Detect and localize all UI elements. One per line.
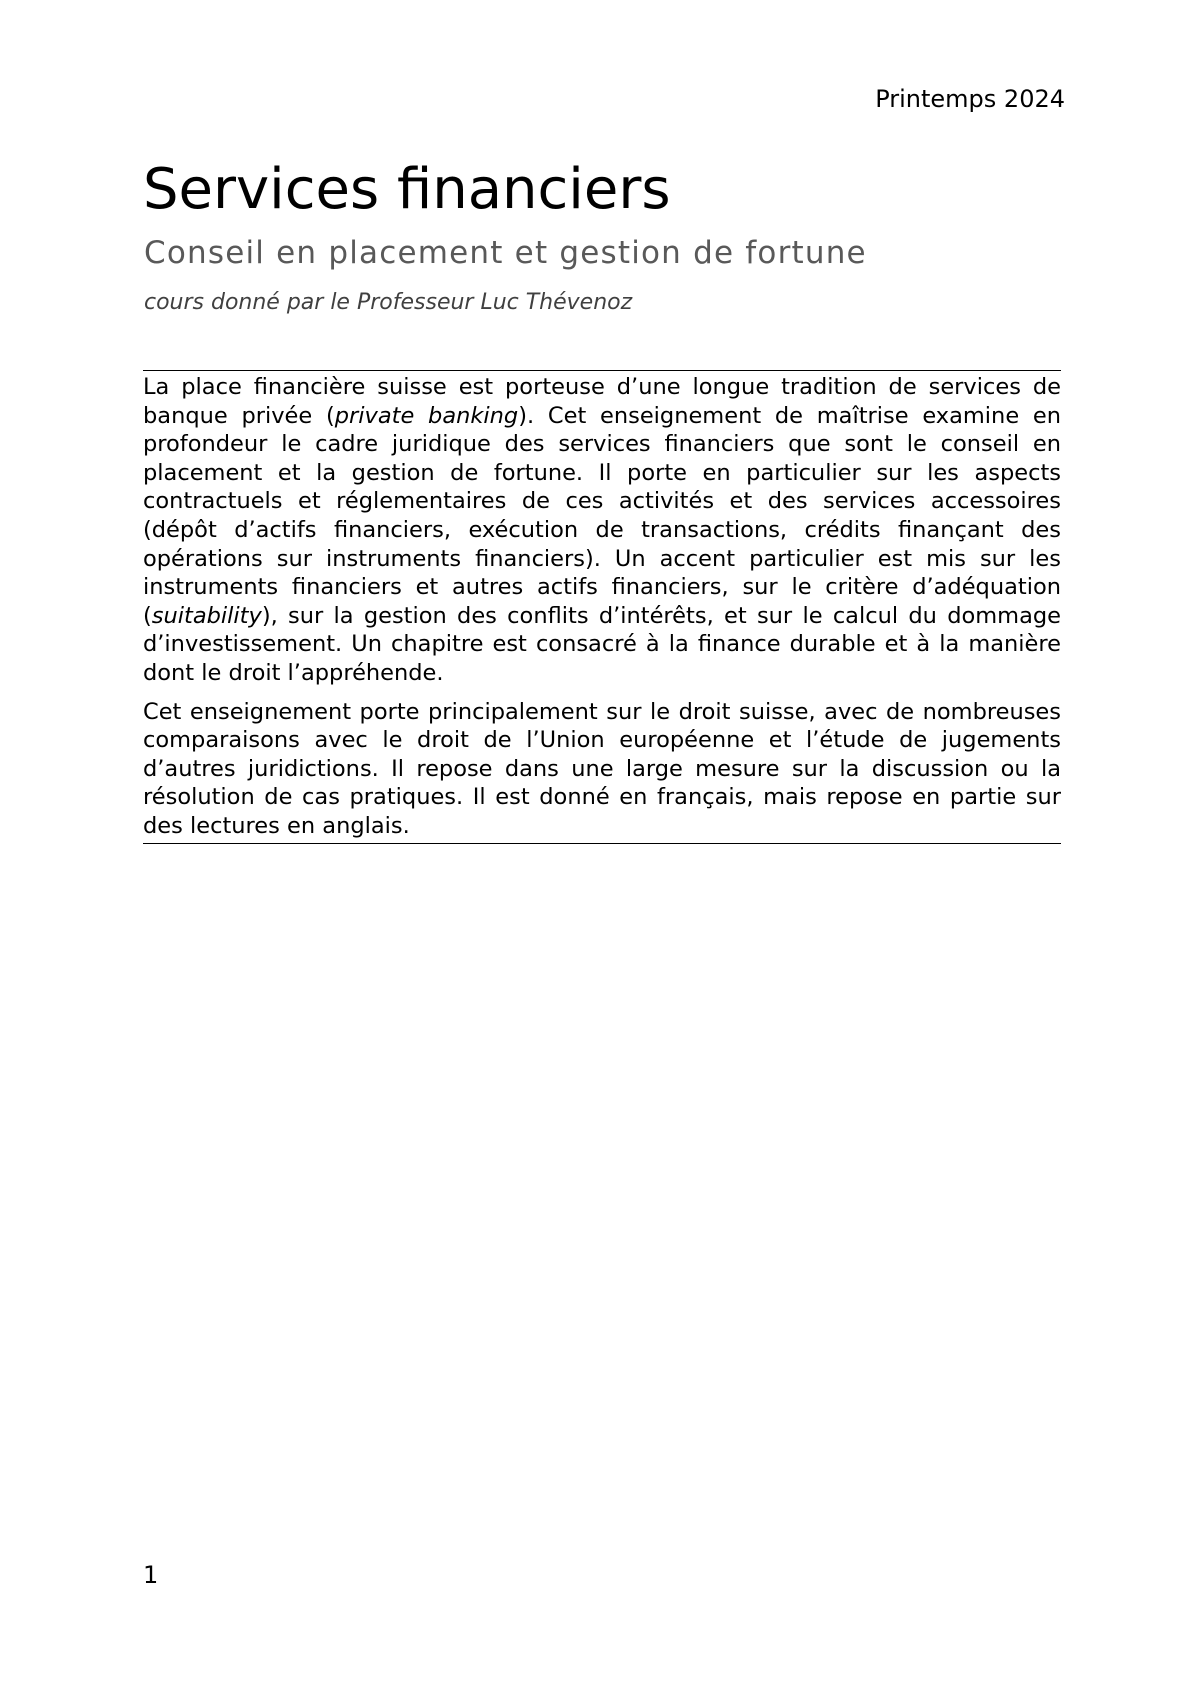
lecturer-line: cours donné par le Professeur Luc Thévenoz: [144, 290, 633, 315]
abstract-text-segment: ), sur la gestion des conflits d’intérêts, et sur le calcul du dommage d’investissement. Un chapitre est consacré à la finance durable et à la manière dont le droit l’appréhende.: [143, 602, 1061, 686]
abstract-italic-term: private banking: [334, 402, 519, 429]
abstract-text-segment: ). Cet enseignement de maîtrise examine en profondeur le cadre juridique des services financiers que sont le conseil en placement et la gestion de fortune. Il porte en particulier sur les aspects contractuels et réglementaires de ces activités et des services accessoires (dépôt d’actifs financiers, exécution de transactions, crédits finançant des opérations sur instruments financiers). Un accent particulier est mis sur les instruments financiers et autres actifs financiers, sur le critère d’adéquation (: [143, 402, 1062, 629]
course-subtitle: Conseil en placement et gestion de fortune: [144, 235, 867, 271]
page-number: 1: [143, 1561, 159, 1589]
abstract-text-segment: La place financière suisse est porteuse d’une longue tradition de services de banque privée (: [143, 374, 1061, 429]
semester-label: Printemps 2024: [875, 85, 1065, 113]
abstract-italic-term: suitability: [151, 602, 262, 629]
course-title: Services financiers: [143, 157, 671, 222]
course-abstract: [143, 370, 1061, 844]
abstract-paragraph-2: Cet enseignement porte principalement sur le droit suisse, avec de nombreuses comparaisons avec le droit de l’Union européenne et l’étude de jugements d’autres juridictions. Il repose dans une large mesure sur la discussion ou la résolution de cas pratiques. Il est donné en français, mais repose en partie sur des lectures en anglais.: [143, 698, 1061, 839]
abstract-paragraph-1: [143, 373, 1061, 688]
